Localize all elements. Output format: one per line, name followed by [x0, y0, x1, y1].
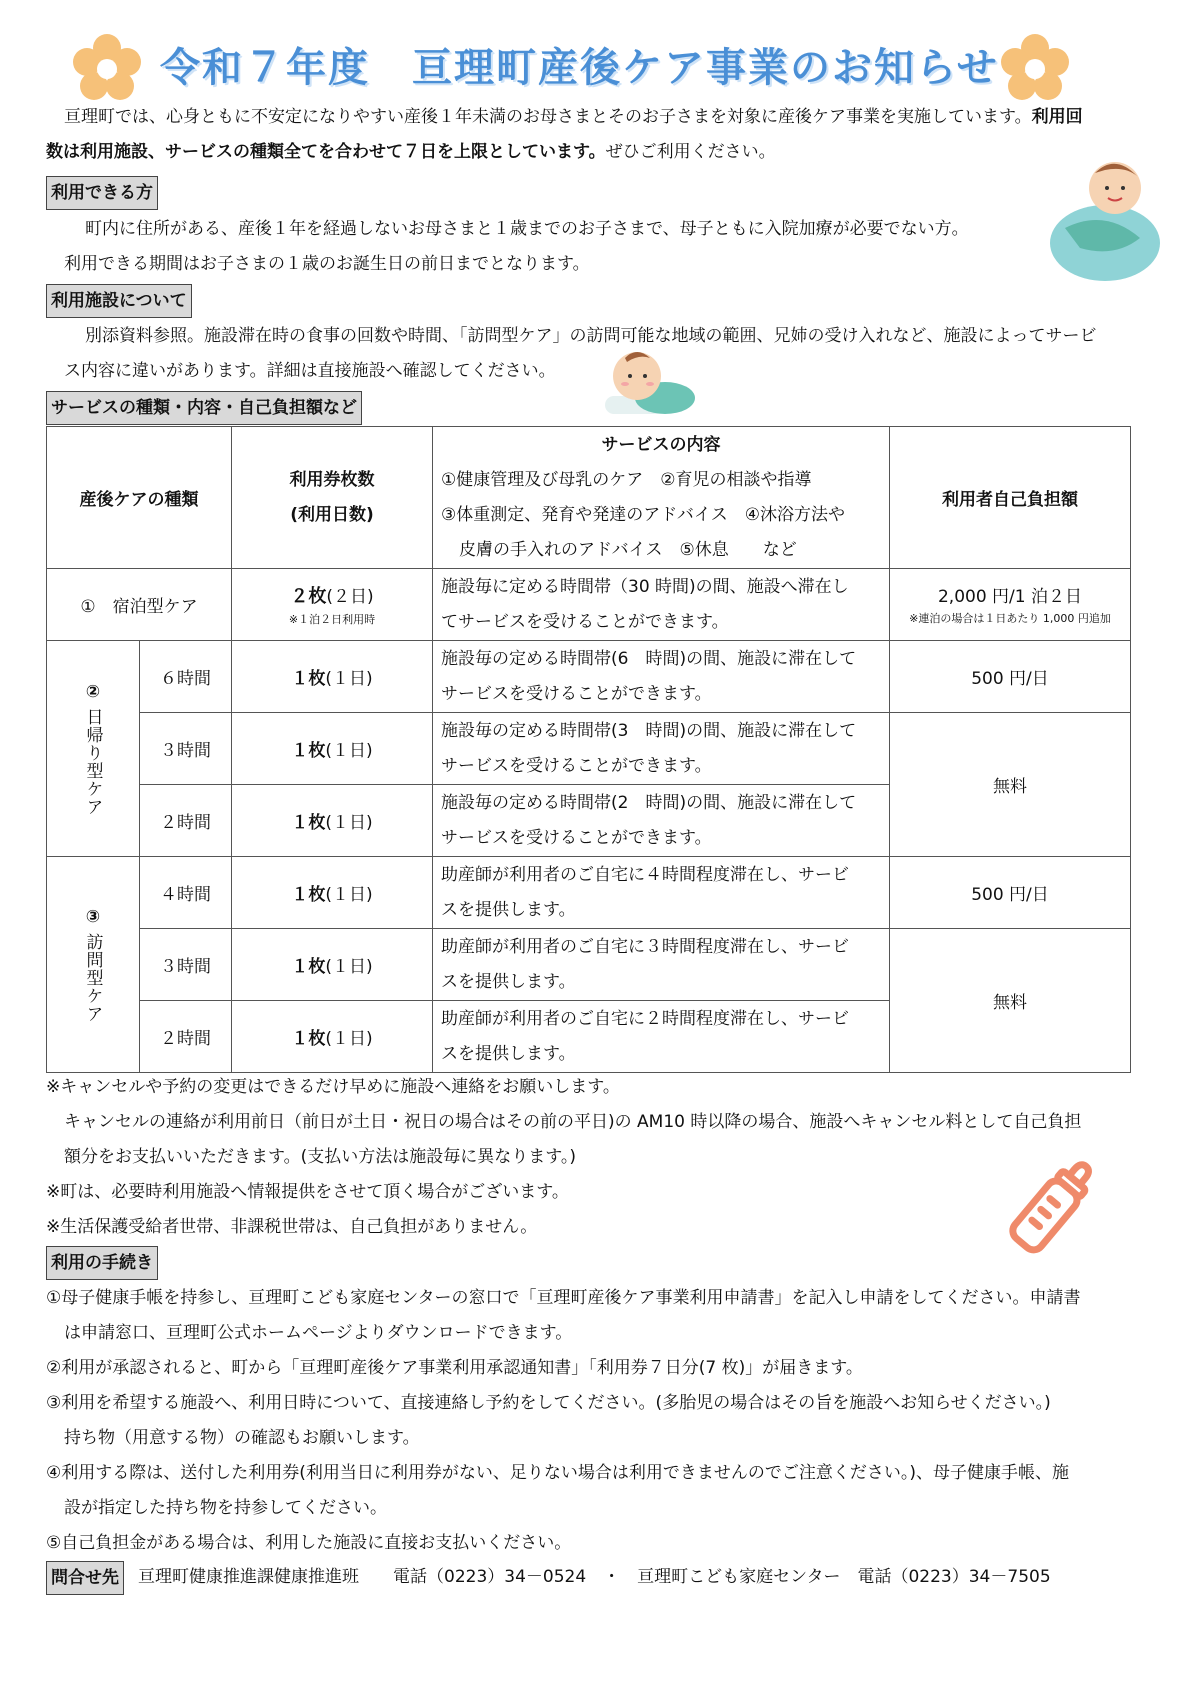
table-row-visit-3h: [47, 929, 1131, 1001]
desc-line-2: スを提供します。: [441, 971, 576, 992]
procedure-step-4-line-1: ④利用する際は、送付した利用券(利用当日に利用券がない、足りない場合は利用できませんのでご注意ください。)、母子健康手帳、施: [46, 1463, 1070, 1483]
tickets-days: (１日): [325, 813, 373, 833]
tickets-note: ※１泊２日利用時: [288, 612, 376, 626]
intro-line-1: [64, 100, 1083, 134]
duration: ２時間: [140, 785, 232, 857]
table-row-dayuse-3h: [47, 713, 1131, 785]
tickets-days: (１日): [325, 957, 373, 977]
header-content: [433, 427, 890, 569]
fee: 無料: [890, 713, 1131, 857]
overnight-label: ① 宿泊型ケア: [47, 569, 232, 641]
desc-line-1: 助産師が利用者のご自宅に２時間程度滞在し、サービ: [441, 1008, 849, 1029]
tickets: [232, 929, 433, 1001]
header-tickets-line-2: (利用日数): [290, 504, 374, 525]
table-row-visit-4h: [47, 857, 1131, 929]
visit-group-label: 訪問型ケア: [82, 932, 103, 1023]
tickets-count: １枚: [291, 957, 326, 977]
flower-icon: [1000, 34, 1070, 104]
tickets-count: ２枚: [290, 585, 327, 607]
table-row-dayuse-6h: [47, 641, 1131, 713]
overnight-fee: [890, 569, 1131, 641]
desc-line-2: てサービスを受けることができます。: [441, 611, 729, 632]
duration: ６時間: [140, 641, 232, 713]
visit-group-number: ③: [85, 906, 101, 927]
procedure-step-3-line-2: 持ち物（用意する物）の確認もお願いします。: [64, 1428, 420, 1448]
contact-text: 亘理町健康推進課健康推進班 電話（0223）34－0524 ・ 亘理町こども家庭センター 電話（0223）34－7505: [138, 1567, 1051, 1587]
section-heading-procedure: 利用の手続き: [46, 1246, 158, 1280]
procedure-step-1-line-2: は申請窓口、亘理町公式ホームページよりダウンロードできます。: [64, 1323, 573, 1343]
procedure-step-3-line-1: ③利用を希望する施設へ、利用日時について、直接連絡し予約をしてください。(多胎児の場合はその旨を施設へお知らせください。): [46, 1393, 1051, 1413]
dayuse-group: [47, 641, 140, 857]
intro-text: ぜひご利用ください。: [605, 142, 776, 162]
header-content-line-2: ③体重測定、発育や発達のアドバイス ④沐浴方法や: [441, 504, 845, 525]
duration: ４時間: [140, 857, 232, 929]
desc-line-2: サービスを受けることができます。: [441, 683, 712, 704]
intro-line-2: [46, 135, 776, 169]
baby-bath-icon: [1045, 148, 1160, 283]
header-tickets-line-1: 利用券枚数: [289, 469, 375, 490]
tickets: [232, 857, 433, 929]
tickets-count: １枚: [291, 741, 326, 761]
intro-bold: 数は利用施設、サービスの種類全てを合わせて７日を上限としています。: [46, 142, 606, 162]
desc-line-2: スを提供します。: [441, 899, 576, 920]
procedure-step-1-line-1: ①母子健康手帳を持参し、亘理町こども家庭センターの窓口で「亘理町産後ケア事業利用申請書」を記入し申請をしてください。申請書: [46, 1288, 1081, 1308]
flower-icon: [72, 34, 142, 104]
procedure-step-4-line-2: 設が指定した持ち物を持参してください。: [64, 1498, 387, 1518]
overnight-tickets: [232, 569, 433, 641]
header-content-line-1: ①健康管理及び母乳のケア ②育児の相談や指導: [441, 469, 812, 490]
duration: ２時間: [140, 1001, 232, 1073]
desc-line-1: 助産師が利用者のご自宅に４時間程度滞在し、サービ: [441, 864, 849, 885]
dayuse-group-number: ②: [85, 681, 101, 702]
note-info: ※町は、必要時利用施設へ情報提供をさせて頂く場合がございます。: [46, 1182, 569, 1202]
tickets-count: １枚: [291, 1029, 326, 1049]
note-cancel-3: 額分をお支払いいただきます。(支払い方法は施設毎に異なります。): [64, 1147, 577, 1167]
desc-line-1: 施設毎に定める時間帯（30 時間)の間、施設へ滞在し: [441, 576, 849, 597]
header-type: 産後ケアの種類: [47, 427, 232, 569]
duration: ３時間: [140, 713, 232, 785]
dayuse-group-label: 日帰り型ケア: [82, 707, 103, 816]
overnight-desc: [433, 569, 890, 641]
tickets: [232, 785, 433, 857]
services-table: [46, 426, 1131, 1073]
desc-line-1: 施設毎の定める時間帯(6 時間)の間、施設に滞在して: [441, 648, 857, 669]
note-welfare: ※生活保護受給者世帯、非課税世帯は、自己負担がありません。: [46, 1217, 538, 1237]
tickets-count: １枚: [291, 813, 326, 833]
section-heading-facilities: 利用施設について: [46, 284, 192, 318]
tickets-days: (１日): [325, 741, 373, 761]
desc: [433, 857, 890, 929]
desc: [433, 1001, 890, 1073]
desc: [433, 713, 890, 785]
tickets-days: (１日): [325, 1029, 373, 1049]
section-heading-contact: 問合せ先: [46, 1561, 124, 1595]
tickets: [232, 713, 433, 785]
note-cancel-1: ※キャンセルや予約の変更はできるだけ早めに施設へ連絡をお願いします。: [46, 1077, 620, 1097]
desc-line-1: 施設毎の定める時間帯(3 時間)の間、施設に滞在して: [441, 720, 857, 741]
tickets: [232, 1001, 433, 1073]
intro-text: 亘理町では、心身ともに不安定になりやすい産後１年未満のお母さまとそのお子さまを対象に産後ケア事業を実施しています。: [64, 107, 1032, 127]
procedure-step-5: ⑤自己負担金がある場合は、利用した施設に直接お支払いください。: [46, 1533, 572, 1553]
duration: ３時間: [140, 929, 232, 1001]
desc-line-1: 助産師が利用者のご自宅に３時間程度滞在し、サービ: [441, 936, 849, 957]
section-heading-eligible: 利用できる方: [46, 176, 158, 210]
desc-line-2: サービスを受けることができます。: [441, 827, 712, 848]
desc: [433, 785, 890, 857]
fee-amount: 2,000 円/1 泊２日: [937, 587, 1083, 607]
header-content-line-3: 皮膚の手入れのアドバイス ⑤休息 など: [459, 539, 797, 560]
facilities-line-1: 別添資料参照。施設滞在時の食事の回数や時間、「訪問型ケア」の訪問可能な地域の範囲、兄姉の受け入れなど、施設によってサービ: [85, 326, 1097, 346]
eligible-line-1: 町内に住所がある、産後１年を経過しないお母さまと１歳までのお子さまで、母子ともに入院加療が必要でない方。: [85, 219, 969, 239]
desc-line-2: スを提供します。: [441, 1043, 576, 1064]
fee: 500 円/日: [890, 857, 1131, 929]
section-heading-services: サービスの種類・内容・自己負担額など: [46, 391, 362, 425]
tickets-days: (２日): [326, 586, 374, 607]
intro-bold: 利用回: [1031, 107, 1083, 127]
desc-line-2: サービスを受けることができます。: [441, 755, 712, 776]
tickets-count: １枚: [291, 885, 326, 905]
fee: 無料: [890, 929, 1131, 1073]
desc: [433, 929, 890, 1001]
page-title: 令和７年度 亘理町産後ケア事業のお知らせ: [160, 45, 999, 91]
facilities-line-2: ス内容に違いがあります。詳細は直接施設へ確認してください。: [64, 361, 556, 381]
tickets-days: (１日): [325, 669, 373, 689]
desc-line-1: 施設毎の定める時間帯(2 時間)の間、施設に滞在して: [441, 792, 857, 813]
baby-crawling-icon: [605, 346, 700, 421]
desc: [433, 641, 890, 713]
tickets: [232, 641, 433, 713]
procedure-step-2: ②利用が承認されると、町から「亘理町産後ケア事業利用承認通知書」「利用券７日分(7 枚)」が届きます。: [46, 1358, 863, 1378]
header-tickets: [232, 427, 433, 569]
header-fee: 利用者自己負担額: [890, 427, 1131, 569]
fee: 500 円/日: [890, 641, 1131, 713]
eligible-line-2: 利用できる期間はお子さまの１歳のお誕生日の前日までとなります。: [64, 254, 590, 274]
tickets-count: １枚: [291, 669, 326, 689]
fee-note: ※連泊の場合は１日あたり 1,000 円追加: [909, 612, 1111, 625]
tickets-days: (１日): [325, 885, 373, 905]
baby-bottle-icon: [995, 1150, 1110, 1265]
visit-group: [47, 857, 140, 1073]
table-row-overnight: [47, 569, 1131, 641]
header-content-title: サービスの内容: [601, 434, 721, 455]
note-cancel-2: キャンセルの連絡が利用前日（前日が土日・祝日の場合はその前の平日)の AM10 時以降の場合、施設へキャンセル料として自己負担: [64, 1112, 1082, 1132]
table-header-row: [47, 427, 1131, 569]
